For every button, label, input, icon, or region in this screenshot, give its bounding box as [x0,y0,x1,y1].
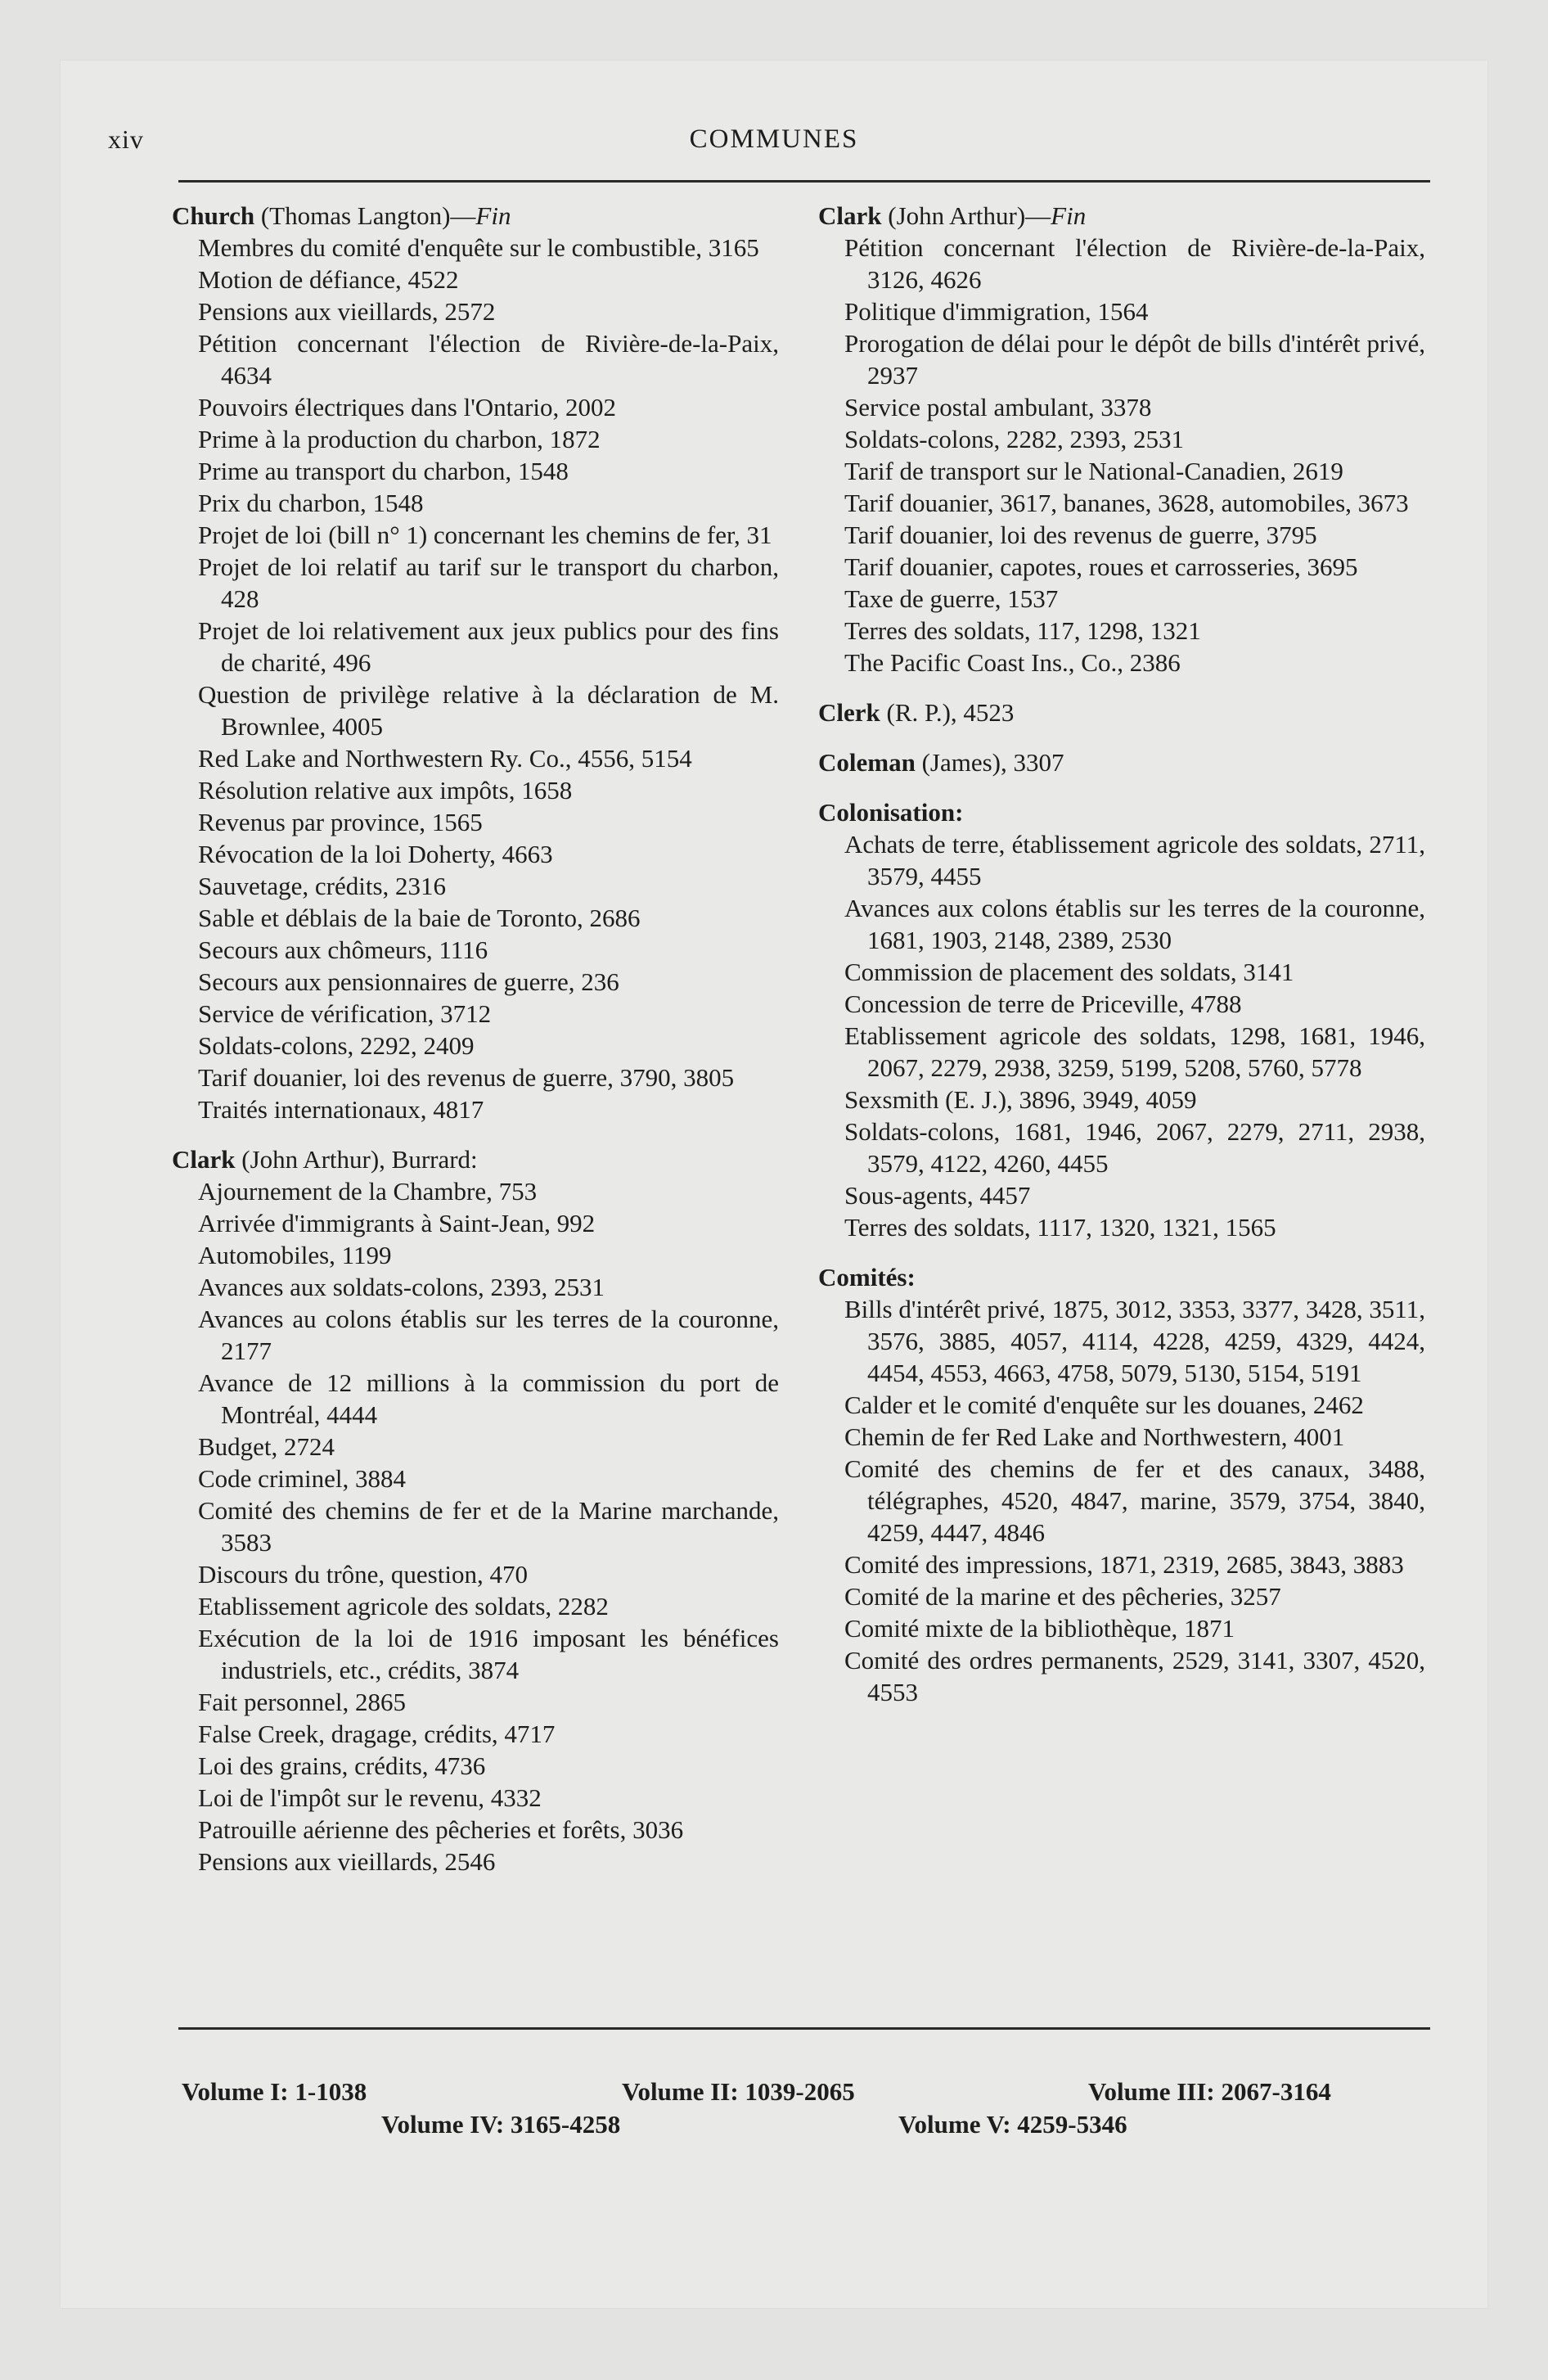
volume-range-5: Volume V: 4259-5346 [898,2110,1127,2139]
index-subentry: Motion de défiance, 4522 [198,265,459,294]
index-subentry: Prime à la production du charbon, 1872 [198,425,601,453]
entry-heading [172,200,779,232]
index-subentry: Terres des soldats, 117, 1298, 1321 [844,616,1201,645]
index-subentry: The Pacific Coast Ins., Co., 2386 [844,648,1181,677]
index-subentry: Automobiles, 1199 [198,1241,392,1269]
entry-heading [818,796,1425,828]
index-subentry: Comité des chemins de fer et des canaux, 3488, télégraphes, 4520, 4847, marine, 3579, 3754, 3840, 4259, 4447, 4846 [844,1454,1425,1547]
index-subentry: Achats de terre, établissement agricole des soldats, 2711, 3579, 4455 [844,830,1425,890]
index-subentry: Fait personnel, 2865 [198,1688,406,1716]
index-subentry: Revenus par province, 1565 [198,808,483,836]
entry-detail: (R. P.), 4523 [880,698,1015,727]
index-subentry: Avances aux colons établis sur les terres de la couronne, 1681, 1903, 2148, 2389, 2530 [844,894,1425,954]
index-subentry: Loi de l'impôt sur le revenu, 4332 [198,1783,542,1812]
index-entry [172,200,779,1125]
index-subentry: Secours aux pensionnaires de guerre, 236 [198,967,619,996]
index-subentry: Tarif douanier, 3617, bananes, 3628, automobiles, 3673 [844,489,1409,517]
index-subentry: Pensions aux vieillards, 2572 [198,297,496,326]
index-subentry: Comité des ordres permanents, 2529, 3141, 3307, 4520, 4553 [844,1646,1425,1706]
index-subentry: Arrivée d'immigrants à Saint-Jean, 992 [198,1209,596,1237]
volume-range-3: Volume III: 2067-3164 [1088,2077,1331,2106]
index-subentry: Avances aux soldats-colons, 2393, 2531 [198,1273,605,1301]
entry-detail: (John Arthur), Burrard: [235,1145,478,1174]
index-subentry: Taxe de guerre, 1537 [844,584,1059,613]
index-subentry: Comité de la marine et des pêcheries, 3257 [844,1582,1281,1611]
index-subentry: Résolution relative aux impôts, 1658 [198,776,573,805]
volume-range-4: Volume IV: 3165-4258 [381,2110,621,2139]
index-subentry: Tarif douanier, loi des revenus de guerre, 3795 [844,521,1317,549]
index-subentry: Prime au transport du charbon, 1548 [198,457,569,485]
index-subentry: Commission de placement des soldats, 3141 [844,958,1294,986]
index-subentry: Service postal ambulant, 3378 [844,393,1152,421]
index-subentry: Pétition concernant l'élection de Rivière-de-la-Paix, 3126, 4626 [844,233,1425,294]
left-column [172,200,779,1877]
header-rule [178,180,1430,183]
index-subentry: Tarif de transport sur le National-Canadien, 2619 [844,457,1343,485]
index-entry [818,1261,1425,1708]
index-subentry: Politique d'immigration, 1564 [844,297,1149,326]
index-subentry: Patrouille aérienne des pêcheries et forêts, 3036 [198,1815,684,1844]
index-entry [818,200,1425,678]
entry-heading [172,1143,779,1175]
index-subentry: Concession de terre de Priceville, 4788 [844,989,1242,1018]
index-subentry: Projet de loi relatif au tarif sur le transport du charbon, 428 [198,552,779,613]
index-subentry: Loi des grains, crédits, 4736 [198,1751,486,1780]
index-subentry: Sable et déblais de la baie de Toronto, 2686 [198,904,641,932]
volume-footer [147,2076,1424,2141]
entry-suffix: Fin [475,201,511,230]
index-subentry: Comité des chemins de fer et de la Marine marchande, 3583 [198,1496,779,1557]
index-entry [172,1143,779,1877]
entry-detail: (John Arthur)— [881,201,1051,230]
index-subentry: Pouvoirs électriques dans l'Ontario, 2002 [198,393,616,421]
running-title: COMMUNES [689,124,859,154]
entry-name: Comités: [818,1263,916,1291]
index-subentry: Avances au colons établis sur les terres de la couronne, 2177 [198,1305,779,1365]
index-subentry: Discours du trône, question, 470 [198,1560,528,1589]
entry-name: Colonisation: [818,798,964,827]
index-subentry: Terres des soldats, 1117, 1320, 1321, 1565 [844,1213,1276,1242]
index-subentry: Soldats-colons, 1681, 1946, 2067, 2279, 2711, 2938, 3579, 4122, 4260, 4455 [844,1117,1425,1178]
index-subentry: Projet de loi (bill n° 1) concernant les chemins de fer, 31 [198,521,772,549]
index-subentry: Prix du charbon, 1548 [198,489,424,517]
entry-name: Coleman [818,748,916,777]
entry-heading [818,696,1425,728]
index-subentry: Code criminel, 3884 [198,1464,406,1493]
index-subentry: Membres du comité d'enquête sur le combustible, 3165 [198,233,759,262]
entry-name: Church [172,201,255,230]
index-subentry: Question de privilège relative à la déclaration de M. Brownlee, 4005 [198,680,779,741]
index-subentry: Sauvetage, crédits, 2316 [198,872,447,900]
index-subentry: Bills d'intérêt privé, 1875, 3012, 3353, 3377, 3428, 3511, 3576, 3885, 4057, 4114, 4228, 4259, 4329, 4424, 4454, 4553, 4663, 4758, 5079, 5130, 5154, 5191 [844,1295,1425,1387]
index-entry [818,746,1425,778]
index-entry [818,796,1425,1243]
index-subentry: Traités internationaux, 4817 [198,1095,484,1124]
index-subentry: Tarif douanier, loi des revenus de guerre, 3790, 3805 [198,1063,735,1092]
index-subentry: Révocation de la loi Doherty, 4663 [198,840,553,868]
entry-detail: (Thomas Langton)— [254,201,476,230]
footer-rule [178,2027,1430,2030]
index-subentry: Exécution de la loi de 1916 imposant les bénéfices industriels, etc., crédits, 3874 [198,1624,779,1684]
index-subentry: Soldats-colons, 2292, 2409 [198,1031,475,1060]
index-subentry: Tarif douanier, capotes, roues et carrosseries, 3695 [844,552,1358,581]
volume-range-2: Volume II: 1039-2065 [622,2077,855,2106]
page-number: xiv [108,124,144,154]
index-subentry: Sous-agents, 4457 [844,1181,1031,1210]
entry-heading [818,746,1425,778]
index-subentry: Avance de 12 millions à la commission du port de Montréal, 4444 [198,1368,779,1429]
index-subentry: Comité mixte de la bibliothèque, 1871 [844,1614,1235,1643]
volume-range-1: Volume I: 1-1038 [182,2077,367,2106]
index-subentry: Prorogation de délai pour le dépôt de bills d'intérêt privé, 2937 [844,329,1425,390]
index-subentry: Pétition concernant l'élection de Rivière-de-la-Paix, 4634 [198,329,779,390]
entry-heading [818,1261,1425,1293]
index-subentry: Calder et le comité d'enquête sur les douanes, 2462 [844,1391,1364,1419]
entry-detail: (James), 3307 [915,748,1064,777]
index-subentry: Etablissement agricole des soldats, 2282 [198,1592,609,1620]
index-subentry: Etablissement agricole des soldats, 1298, 1681, 1946, 2067, 2279, 2938, 3259, 5199, 5208, 5760, 5778 [844,1021,1425,1082]
entry-suffix: Fin [1051,201,1087,230]
index-subentry: Ajournement de la Chambre, 753 [198,1177,538,1206]
entry-name: Clark [172,1145,236,1174]
index-subentry: Sexsmith (E. J.), 3896, 3949, 4059 [844,1085,1197,1114]
index-subentry: Chemin de fer Red Lake and Northwestern, 4001 [844,1422,1345,1451]
index-subentry: Comité des impressions, 1871, 2319, 2685, 3843, 3883 [844,1550,1404,1579]
entry-heading [818,200,1425,232]
index-subentry: Soldats-colons, 2282, 2393, 2531 [844,425,1185,453]
index-subentry: False Creek, dragage, crédits, 4717 [198,1720,556,1748]
entry-name: Clerk [818,698,880,727]
index-subentry: Secours aux chômeurs, 1116 [198,935,488,964]
index-subentry: Budget, 2724 [198,1432,335,1461]
page-header [108,124,1440,160]
index-subentry: Pensions aux vieillards, 2546 [198,1847,496,1876]
index-subentry: Service de vérification, 3712 [198,999,492,1028]
index-subentry: Red Lake and Northwestern Ry. Co., 4556, 5154 [198,744,692,773]
index-entry [818,696,1425,728]
entry-name: Clark [818,201,882,230]
index-subentry: Projet de loi relativement aux jeux publics pour des fins de charité, 496 [198,616,779,677]
right-column [818,200,1425,1708]
